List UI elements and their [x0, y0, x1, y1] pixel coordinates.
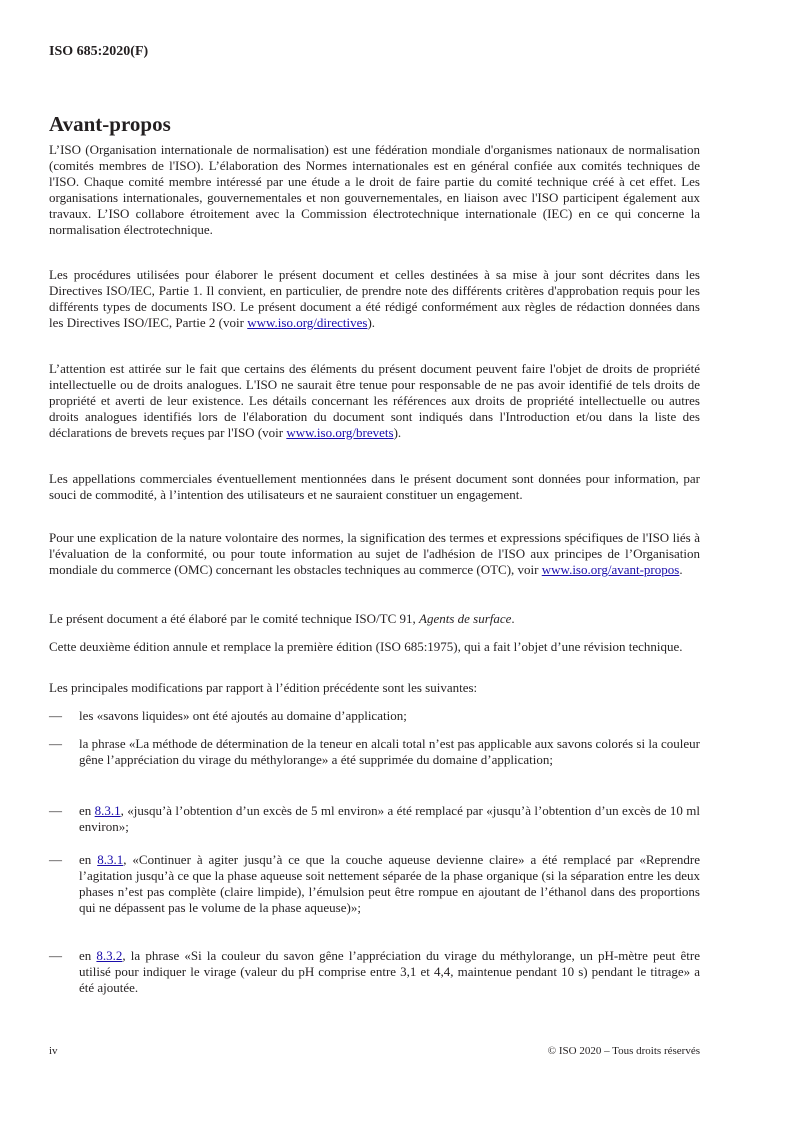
paragraph-text: .	[511, 611, 515, 626]
paragraph-procedures	[49, 267, 700, 331]
committee-name: Agents de surface	[419, 611, 512, 626]
link-brevets[interactable]: www.iso.org/brevets	[286, 425, 394, 440]
page-number: iv	[49, 1045, 58, 1057]
paragraph-text: .	[679, 562, 683, 577]
paragraph-text: ).	[393, 425, 402, 440]
paragraph-iso-intro: L’ISO (Organisation internationale de normalisation) est une fédération mondiale d'organismes nationaux de normalisation (comités membres de l'ISO). L’élaboration des Normes internationales est en général confiée aux comités techniques de l'ISO. Chaque comité membre intéressé par une étude a le droit de faire partie du comité technique créé à cet effet. Les organisations internationales, gouvernementales et non gouvernementales, en liaison avec l'ISO participent également aux travaux. L’ISO collabore étroitement avec la Commission électrotechnique internationale (IEC) en ce qui concerne la normalisation électrotechnique.	[49, 142, 700, 237]
list-item-text: en	[79, 803, 95, 818]
link-clause-8-3-1[interactable]: 8.3.1	[94, 803, 121, 818]
dash-bullet: —	[49, 948, 62, 963]
paragraph-text: ).	[367, 315, 376, 330]
list-item-text: , «jusqu’à l’obtention d’un excès de 5 ml environ» a été remplacé par «jusqu’à l’obtention d’un excès de 10 ml environ»;	[79, 803, 700, 834]
paragraph-changes-intro: Les principales modifications par rapport à l’édition précédente sont les suivantes:	[49, 680, 478, 695]
list-item-text: en	[79, 948, 97, 963]
paragraph-voluntary	[49, 530, 700, 578]
link-clause-8-3-2[interactable]: 8.3.2	[96, 948, 123, 963]
dash-bullet: —	[49, 708, 62, 723]
document-header: ISO 685:2020(F)	[49, 44, 149, 59]
list-item-text: les «savons liquides» ont été ajoutés au domaine d’application;	[79, 708, 407, 723]
copyright-notice: © ISO 2020 – Tous droits réservés	[547, 1045, 700, 1057]
paragraph-edition: Cette deuxième édition annule et remplace la première édition (ISO 685:1975), qui a fait l’objet d’une révision technique.	[49, 639, 683, 654]
link-directives[interactable]: www.iso.org/directives	[247, 315, 368, 330]
link-avant-propos[interactable]: www.iso.org/avant-propos	[541, 562, 680, 577]
paragraph-text: L’attention est attirée sur le fait que certains des éléments du présent document peuvent faire l'objet de droits de propriété intellectuelle ou de droits analogues. L'ISO ne saurait être tenue pour responsable de ne pas avoir identifié de tels droits de propriété et averti de leur existence. Les détails concernant les références aux droits de propriété intellectuelle ou autres droits analogues identifiés lors de l'élaboration du document sont indiqués dans l'Introduction et/ou dans la liste des déclarations de brevets reçues par l'ISO (voir	[49, 361, 700, 440]
list-item-text: la phrase «La méthode de détermination de la teneur en alcali total n’est pas applicable aux savons colorés si la couleur gêne l’appréciation du virage du méthylorange» a été supprimée du domaine d’application;	[79, 736, 700, 767]
section-title: Avant-propos	[49, 112, 171, 136]
paragraph-trade-names: Les appellations commerciales éventuellement mentionnées dans le présent document sont données pour information, par souci de commodité, à l’intention des utilisateurs et ne sauraient constituer un engagement.	[49, 471, 700, 502]
dash-bullet: —	[49, 852, 62, 867]
paragraph-committee	[49, 611, 700, 627]
paragraph-patents	[49, 361, 700, 441]
list-item	[49, 852, 700, 916]
list-item	[49, 736, 700, 768]
list-item	[49, 708, 700, 724]
list-item-text: , la phrase «Si la couleur du savon gêne l’appréciation du virage du méthylorange, un pH-mètre peut être utilisé pour indiquer le virage (valeur du pH comprise entre 3,1 et 4,4, maintenue pendant 10 s) pendant le titrage» a été ajoutée.	[79, 948, 700, 995]
link-clause-8-3-1[interactable]: 8.3.1	[97, 852, 124, 867]
paragraph-text: Pour une explication de la nature volontaire des normes, la signification des termes et expressions spécifiques de l'ISO liés à l'évaluation de la conformité, ou pour toute information au sujet de l'adhésion de l'ISO aux principes de l’Organisation mondiale du commerce (OMC) concernant les obstacles techniques au commerce (OTC), voir	[49, 530, 700, 577]
paragraph-text: Les procédures utilisées pour élaborer le présent document et celles destinées à sa mise à jour sont décrites dans les Directives ISO/IEC, Partie 1. Il convient, en particulier, de prendre note des différents critères d'approbation requis pour les différents types de documents ISO. Le présent document a été rédigé conformément aux règles de rédaction données dans les Directives ISO/IEC, Partie 2 (voir	[49, 267, 700, 330]
dash-bullet: —	[49, 736, 62, 751]
list-item-text: , «Continuer à agiter jusqu’à ce que la couche aqueuse devienne claire» a été remplacé par «Reprendre l’agitation jusqu’à ce que la phase aqueuse soit nettement séparée de la phase organique (si la séparation entre les deux phases n’est pas complète (claire limpide), l’émulsion peut être rompue en ajoutant de l’éthanol dans des proportions qui ne dépassent pas le volume de la phase aqueuse)»;	[79, 852, 700, 915]
paragraph-text: Le présent document a été élaboré par le comité technique ISO/TC 91,	[49, 611, 419, 626]
list-item	[49, 803, 700, 835]
list-item	[49, 948, 700, 996]
list-item-text: en	[79, 852, 98, 867]
dash-bullet: —	[49, 803, 62, 818]
